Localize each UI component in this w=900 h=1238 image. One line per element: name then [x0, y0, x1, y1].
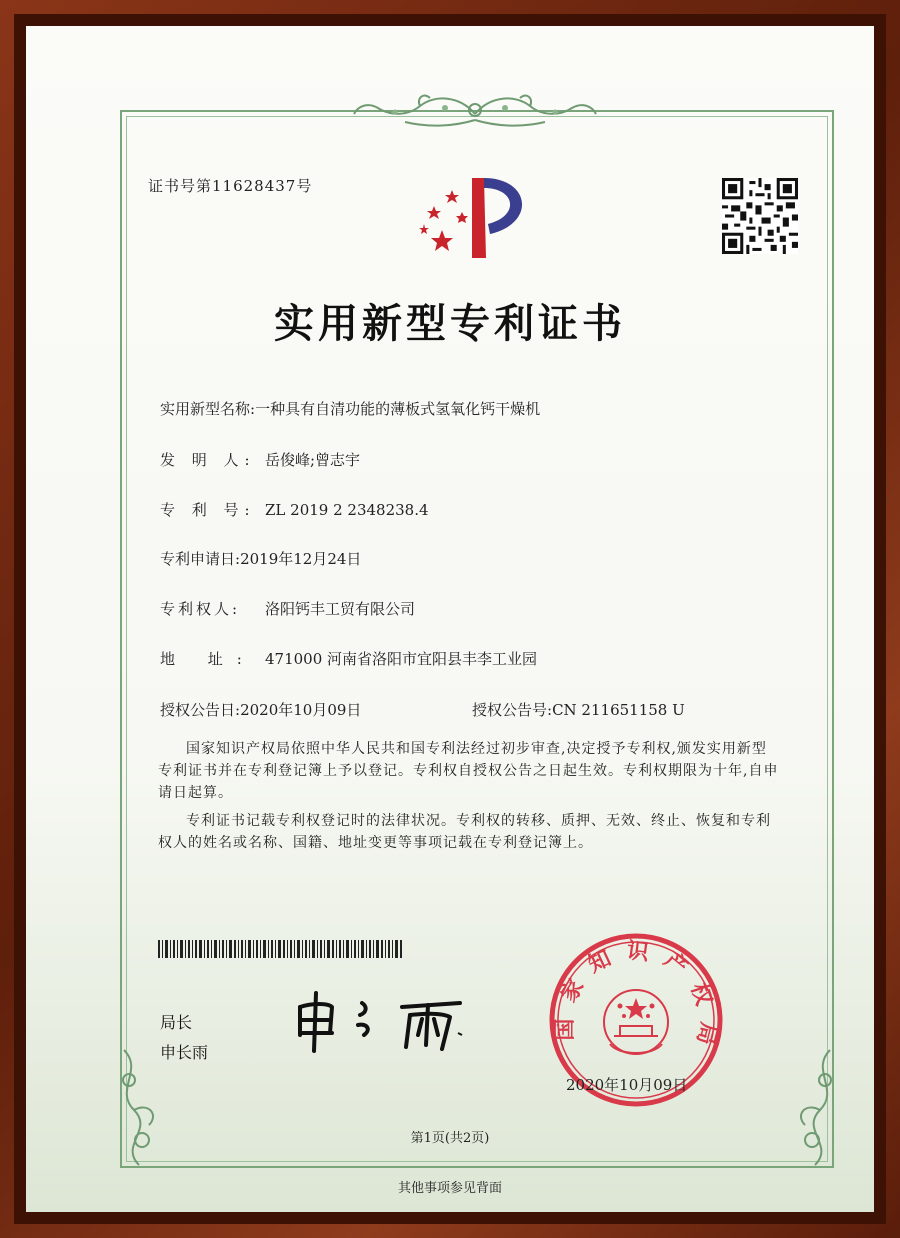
- certificate-number: 证书号第11628437号: [148, 177, 313, 195]
- barcode-icon: [158, 940, 403, 958]
- legal-status-paragraph: 专利证书记载专利权登记时的法律状况。专利权的转移、质押、无效、终止、恢复和专利权人的姓名或名称、国籍、地址变更等事项记载在专利登记簿上。: [158, 813, 771, 851]
- field-value: 洛阳钙丰工贸有限公司: [265, 600, 416, 618]
- field-patent-number: [160, 499, 429, 520]
- field-patentee: [160, 598, 415, 619]
- field-inventor: [160, 449, 360, 470]
- grant-paragraph: 国家知识产权局依照中华人民共和国专利法经过初步审查,决定授予专利权,颁发实用新型专利证书并在专利登记簿上予以登记。专利权自授权公告之日起生效。专利权期限为十年,自申请日起算。: [158, 741, 779, 801]
- field-label: 实用新型名称:: [160, 400, 256, 418]
- seal-date: 2020年10月09日: [566, 1076, 688, 1094]
- field-address: [160, 648, 537, 669]
- field-label: 地 址:: [160, 650, 256, 668]
- director-title: 局长: [160, 1013, 193, 1032]
- field-value: 岳俊峰;曾志宇: [265, 451, 361, 469]
- field-label: 专 利 号:: [160, 501, 256, 519]
- field-value: 一种具有自清功能的薄板式氢氧化钙干燥机: [255, 400, 541, 418]
- svg-text:国家知识产权局: 国家知识产权局: [552, 938, 721, 1061]
- field-filing-date: [160, 548, 361, 569]
- field-label: 发 明 人:: [160, 451, 256, 469]
- field-value: ZL 2019 2 2348238.4: [265, 501, 429, 519]
- patent-office-logo-icon: [412, 168, 542, 268]
- field-label: 授权公告日:: [160, 701, 241, 719]
- field-value: 2019年12月24日: [240, 550, 362, 568]
- qr-code-icon: [722, 178, 798, 254]
- field-value: 2020年10月09日: [240, 701, 362, 719]
- director-name: 申长雨: [160, 1043, 209, 1062]
- field-label: 专利权人:: [160, 600, 241, 618]
- field-value: CN 211651158 U: [552, 701, 685, 719]
- field-grant-number: [472, 699, 685, 720]
- field-label: 专利申请日:: [160, 550, 241, 568]
- certificate-title: 实用新型专利证书: [274, 300, 626, 347]
- field-grant-date: [160, 699, 361, 720]
- footer-note: 其他事项参见背面: [397, 1181, 502, 1196]
- top-ornament-icon: [350, 86, 600, 136]
- bottom-right-ornament-icon: [780, 1040, 850, 1170]
- field-utility-model-name: [160, 398, 540, 419]
- handwritten-signature-icon: [292, 985, 472, 1055]
- page-number: 第1页(共2页): [410, 1131, 490, 1146]
- field-label: 授权公告号:: [472, 701, 553, 719]
- field-value: 471000 河南省洛阳市宜阳县丰李工业园: [265, 650, 538, 668]
